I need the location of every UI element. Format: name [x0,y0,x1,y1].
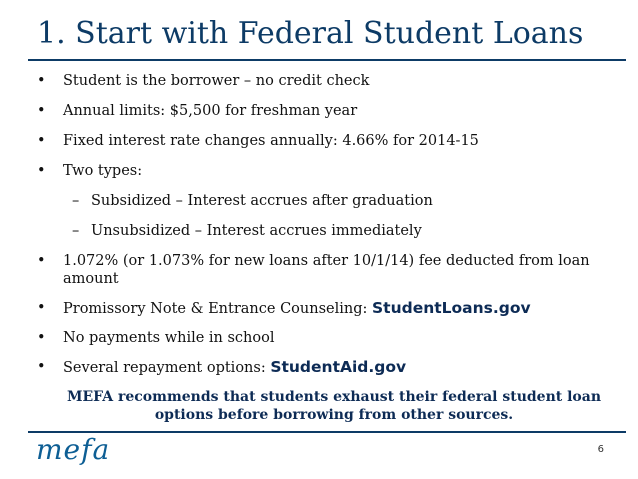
dash-icon: – [72,223,80,239]
bullet-text: Annual limits: $5,500 for freshman year [63,103,358,119]
bullet-icon: • [37,73,46,89]
studentloans-link[interactable]: StudentLoans.gov [372,299,531,317]
sub-bullet-text: Subsidized – Interest accrues after graduation [91,193,433,209]
mefa-logo: mefa [36,433,111,466]
bullet-item [37,329,603,347]
bullet-icon: • [37,300,46,316]
page-number: 6 [597,444,604,455]
bullet-icon: • [37,103,46,119]
bullet-icon: • [37,359,46,375]
bullet-text: Two types: [63,163,143,179]
bullet-text: Student is the borrower – no credit check [63,73,370,89]
bullet-item [37,252,603,288]
bullet-item [37,299,603,318]
bullet-text: No payments while in school [63,330,275,346]
bullet-icon: • [37,133,46,149]
studentaid-link[interactable]: StudentAid.gov [270,358,407,376]
sub-bullet-item [72,222,592,240]
bullet-text: Promissory Note & Entrance Counseling: [63,301,372,317]
bullet-item [37,72,603,90]
recommendation-callout: MEFA recommends that students exhaust their federal student loan options before borrowing from other sources. [66,389,602,423]
sub-bullet-item [72,192,592,210]
bullet-item [37,102,603,120]
bullet-item [37,162,603,180]
sub-bullet-text: Unsubsidized – Interest accrues immediately [91,223,422,239]
bullet-icon: • [37,163,46,179]
bullet-text: Fixed interest rate changes annually: 4.66% for 2014-15 [63,133,479,149]
bullet-icon: • [37,253,46,269]
dash-icon: – [72,193,80,209]
slide-title: 1. Start with Federal Student Loans [37,16,584,51]
bullet-item [37,358,603,377]
bullet-item [37,132,603,150]
bullet-text: 1.072% (or 1.073% for new loans after 10/1/14) fee deducted from loan amount [63,253,590,287]
footer-divider [28,431,626,433]
bullet-text: Several repayment options: [63,360,271,376]
bullet-icon: • [37,330,46,346]
